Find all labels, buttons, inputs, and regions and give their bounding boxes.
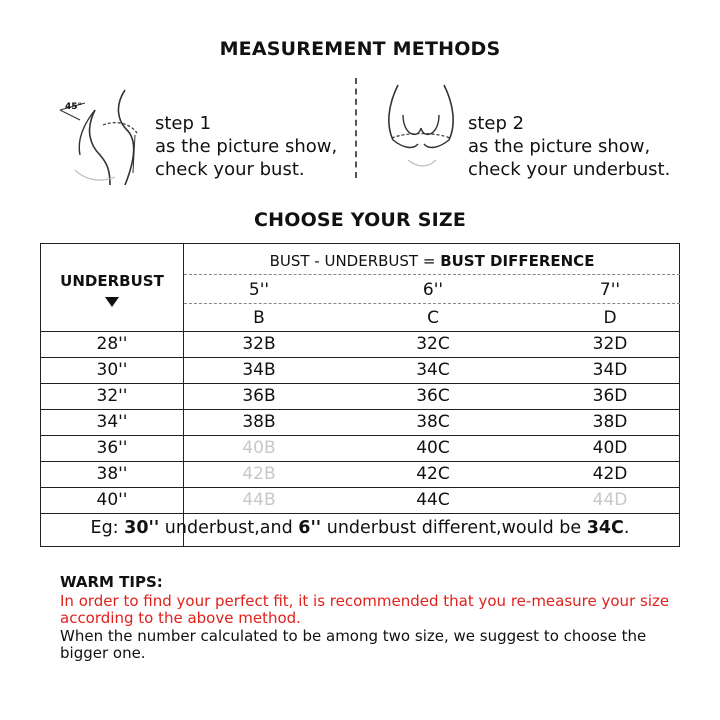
triangle-down-icon — [105, 297, 119, 307]
example-result: 34C — [586, 518, 624, 538]
size-40d: 40D — [592, 438, 628, 458]
cup-b: B — [253, 308, 265, 328]
size-36b: 36B — [242, 386, 276, 406]
size-40c: 40C — [416, 438, 450, 458]
step1-line3: check your bust. — [155, 159, 305, 180]
size-table — [40, 243, 680, 547]
example-part: underbust,and — [159, 518, 299, 538]
step1-text — [155, 112, 337, 181]
example-part: . — [623, 518, 630, 538]
bust-difference-formula — [184, 252, 680, 270]
size-44d: 44D — [592, 490, 628, 510]
size-34c: 34C — [416, 360, 450, 380]
step1-label: step 1 — [155, 113, 212, 134]
size-36d: 36D — [592, 386, 628, 406]
size-40b: 40B — [242, 438, 276, 458]
warm-tips-black: When the number calculated to be among two size, we suggest to choose the bigger one. — [60, 627, 647, 662]
bust-measure-illustration — [55, 85, 147, 185]
formula-bold: BUST DIFFERENCE — [440, 252, 595, 270]
step2-text — [468, 112, 670, 181]
underbust-28: 28'' — [96, 334, 128, 354]
size-38b: 38B — [242, 412, 276, 432]
underbust-34: 34'' — [96, 412, 128, 432]
step1-line2: as the picture show, — [155, 136, 338, 157]
size-38d: 38D — [592, 412, 628, 432]
underbust-38: 38'' — [96, 464, 128, 484]
warm-tips-title: WARM TIPS: — [60, 573, 163, 591]
size-34b: 34B — [242, 360, 276, 380]
size-32d: 32D — [592, 334, 628, 354]
underbust-36: 36'' — [96, 438, 128, 458]
size-36c: 36C — [416, 386, 450, 406]
size-44b: 44B — [242, 490, 276, 510]
size-44c: 44C — [416, 490, 450, 510]
underbust-header: UNDERBUST — [60, 272, 164, 290]
divider — [355, 78, 357, 178]
angle-label: 45° — [65, 102, 83, 112]
warm-tips-red: In order to find your perfect fit, it is recommended that you re-measure your size according to the above method. — [60, 592, 670, 627]
underbust-measure-illustration — [378, 80, 464, 180]
size-42d: 42D — [592, 464, 628, 484]
example-part: Eg: — [90, 518, 125, 538]
choose-size-title: CHOOSE YOUR SIZE — [253, 209, 467, 231]
difference-6: 6'' — [422, 280, 444, 300]
underbust-30: 30'' — [96, 360, 128, 380]
difference-7: 7'' — [599, 280, 621, 300]
cup-d: D — [603, 308, 617, 328]
measurement-methods-title: MEASUREMENT METHODS — [219, 38, 501, 60]
example-text — [41, 518, 679, 538]
size-34d: 34D — [592, 360, 628, 380]
underbust-32: 32'' — [96, 386, 128, 406]
step2-label: step 2 — [468, 113, 525, 134]
example-underbust: 30'' — [124, 518, 160, 538]
difference-5: 5'' — [248, 280, 270, 300]
formula-prefix: BUST - UNDERBUST = — [269, 252, 441, 270]
underbust-40: 40'' — [96, 490, 128, 510]
cup-c: C — [427, 308, 439, 328]
step2-line3: check your underbust. — [468, 159, 671, 180]
example-difference: 6'' — [298, 518, 322, 538]
size-32c: 32C — [416, 334, 450, 354]
size-32b: 32B — [242, 334, 276, 354]
size-42b: 42B — [242, 464, 276, 484]
example-part: underbust different,would be — [321, 518, 587, 538]
size-42c: 42C — [416, 464, 450, 484]
size-38c: 38C — [416, 412, 450, 432]
step2-line2: as the picture show, — [468, 136, 651, 157]
